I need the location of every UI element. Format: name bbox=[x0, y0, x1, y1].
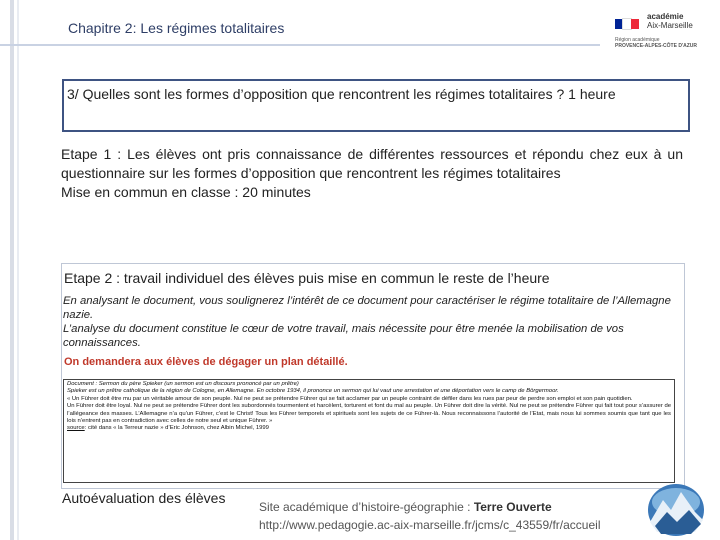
logo-region-2: PROVENCE-ALPES-CÔTE D'AZUR bbox=[615, 43, 698, 49]
instruction-1: En analysant le document, vous soulignerez l’intérêt de ce document pour caractériser le régime totalitaire de l’Allemagne nazie. bbox=[63, 295, 671, 321]
etape2-block bbox=[61, 263, 685, 489]
site-url-link[interactable]: http://www.pedagogie.ac-aix-marseille.fr/jcms/c_43559/fr/accueil bbox=[259, 518, 601, 532]
terre-ouverte-logo-icon bbox=[645, 482, 707, 538]
etape1-text: Etape 1 : Les élèves ont pris connaissance de différentes ressources et répondu chez eux à un questionnaire sur les formes d’opposition que rencontrent les régimes totalitaires bbox=[61, 146, 683, 181]
logo-line-1: académie bbox=[647, 12, 684, 21]
document-quote-2: Un Führer doit être loyal. Nul ne peut se prétendre Führer dont les subordonnés tourmentent et harcèlent, torturent et font du mal au peuple. Un Führer doit dire la vérité. Nul ne peut se prétendre Führer qui fait tout pour s’assurer de l’allégeance des masses. L’Allemagne n’a qu’un Führer, c’est le Christ! Tous les Führer temporels et spirituels sont les sujets de ce Führer-là. Nous reconnaissons l’autorité de l’Etat, mais nous lui sommes soumis que tant que les lois n’entrent pas en contradiction avec celles de notre seul et unique Führer. » bbox=[67, 403, 671, 425]
question-box bbox=[62, 79, 690, 132]
etape2-demand: On demandera aux élèves de dégager un plan détaillé. bbox=[64, 356, 348, 368]
logo-region-1: Région académique bbox=[615, 37, 660, 43]
source-document bbox=[63, 379, 675, 483]
autoevaluation-label: Autoévaluation des élèves bbox=[62, 490, 226, 506]
document-intro: Spieker est un prêtre catholique de la région de Cologne, en Allemagne. En octobre 1934, il prononce un sermon qui lui vaut une arrestation et une déportation vers le camp de Börgermoor. bbox=[67, 388, 559, 395]
etape1-mise-en-commun: Mise en commun en classe : 20 minutes bbox=[61, 184, 311, 200]
french-flag-icon bbox=[615, 16, 639, 26]
left-decorative-bar-inner bbox=[17, 0, 19, 540]
document-source-text: : cité dans « la Terreur nazie » d’Eric Johnson, chez Albin Michel, 1999 bbox=[84, 425, 269, 432]
document-heading: Document : Sermon du père Spieker (un sermon est un discours prononcé par un prêtre) bbox=[67, 381, 299, 387]
site-credit bbox=[259, 500, 552, 514]
header-divider bbox=[0, 44, 600, 46]
page-title: Chapitre 2: Les régimes totalitaires bbox=[68, 20, 285, 36]
site-name: Terre Ouverte bbox=[473, 500, 552, 514]
question-text: 3/ Quelles sont les formes d’opposition que rencontrent les régimes totalitaires ? 1 heure bbox=[67, 86, 616, 102]
etape2-instructions bbox=[63, 294, 679, 350]
site-prefix: Site académique d’histoire-géographie : bbox=[259, 500, 474, 514]
logo-line-2: Aix-Marseille bbox=[647, 21, 693, 30]
etape2-heading: Etape 2 : travail individuel des élèves puis mise en commun le reste de l’heure bbox=[64, 270, 550, 286]
etape1-block bbox=[61, 145, 683, 202]
academy-logo bbox=[610, 10, 710, 52]
instruction-2: L’analyse du document constitue le cœur de votre travail, mais nécessite pour être menée la mobilisation de vos connaissances. bbox=[63, 323, 624, 349]
document-source-label: source bbox=[67, 425, 85, 432]
left-decorative-bar bbox=[10, 0, 14, 540]
document-quote-1: « Un Führer doit être mu par un véritable amour de son peuple. Nul ne peut se prétendre Führer qui se fait acclamer par un peuple contraint de défiler dans les rues par peur de perdre son emploi et son pain quotidien. bbox=[67, 395, 633, 402]
document-source bbox=[67, 425, 671, 432]
